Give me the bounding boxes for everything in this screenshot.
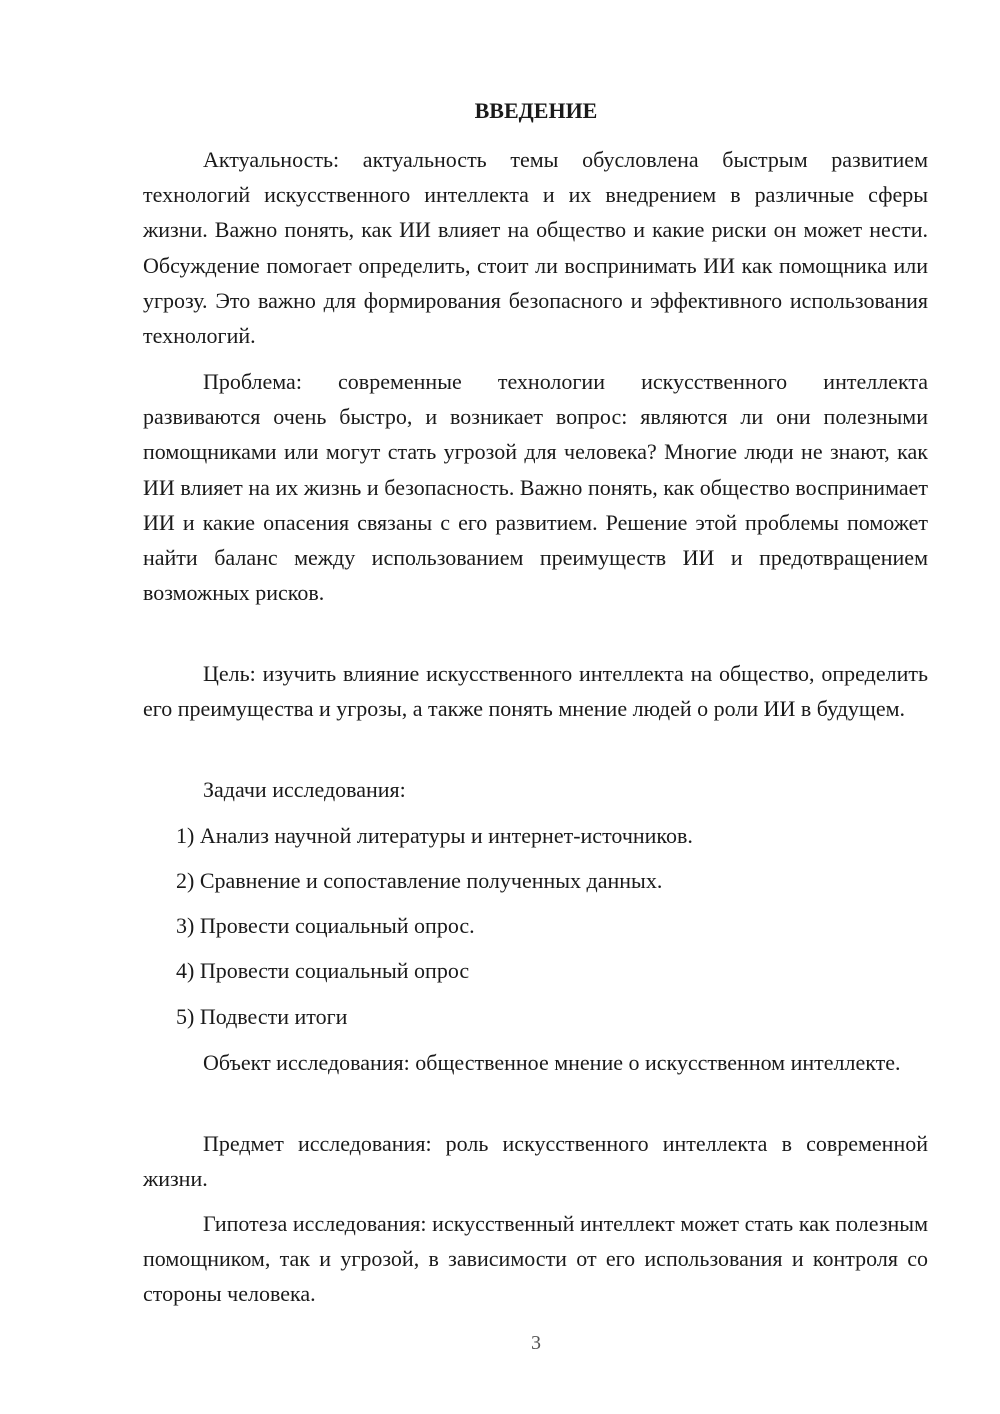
subject-paragraph: Предмет исследования: роль искусственного интеллекта в современной жизни. bbox=[143, 1131, 928, 1192]
page-number: 3 bbox=[531, 1332, 541, 1354]
task-item-5: 5) Подвести итоги bbox=[176, 1004, 348, 1029]
tasks-heading: Задачи исследования: bbox=[203, 777, 406, 802]
task-item-3: 3) Провести социальный опрос. bbox=[176, 913, 475, 938]
task-item-4: 4) Провести социальный опрос bbox=[176, 958, 470, 983]
relevance-paragraph: Актуальность: актуальность темы обусловлена быстрым развитием технологий искусственного интеллекта и их внедрением в различные сферы жизни. Важно понять, как ИИ влияет на общество и какие риски он может нести. Обсуждение помогает определить, стоит ли воспринимать ИИ как помощника или угрозу. Это важно для формирования безопасного и эффективного использования технологий. bbox=[143, 147, 928, 349]
task-item-1: 1) Анализ научной литературы и интернет-источников. bbox=[176, 823, 693, 848]
object-paragraph: Объект исследования: общественное мнение о искусственном интеллекте. bbox=[203, 1050, 901, 1075]
hypothesis-paragraph: Гипотеза исследования: искусственный интеллект может стать как полезным помощником, так и угрозой, в зависимости от его использования и контроля со стороны человека. bbox=[143, 1211, 928, 1307]
goal-paragraph: Цель: изучить влияние искусственного интеллекта на общество, определить его преимущества и угрозы, а также понять мнение людей о роли ИИ в будущем. bbox=[143, 661, 928, 722]
problem-paragraph: Проблема: современные технологии искусственного интеллекта развиваются очень быстро, и возникает вопрос: являются ли они полезными помощниками или могут стать угрозой для человека? Многие люди не знают, как ИИ влияет на их жизнь и безопасность. Важно понять, как общество воспринимает ИИ и какие опасения связаны с его развитием. Решение этой проблемы поможет найти баланс между использованием преимуществ ИИ и предотвращением возможных рисков. bbox=[143, 369, 928, 606]
page-title: ВВЕДЕНИЕ bbox=[474, 98, 598, 123]
task-item-2: 2) Сравнение и сопоставление полученных данных. bbox=[176, 868, 663, 893]
